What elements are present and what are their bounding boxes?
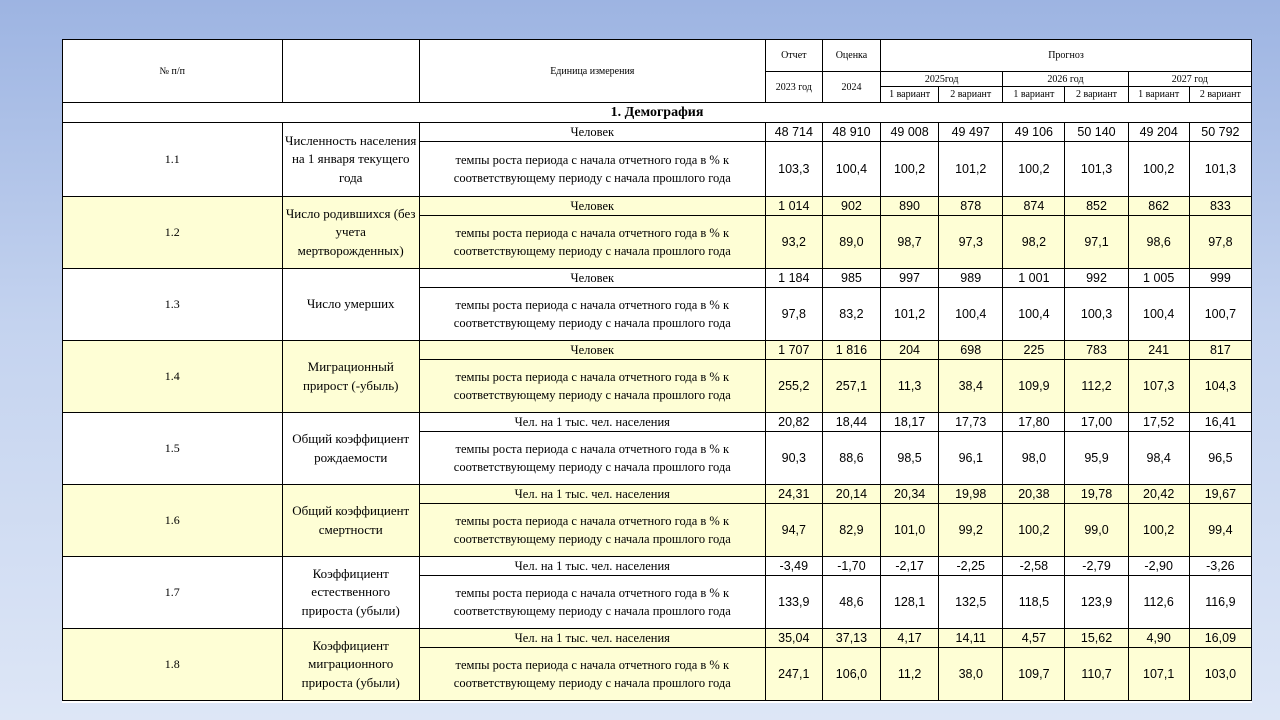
growth-unit-cell: темпы роста периода с начала отчетного года в % к соответствующему периоду с начала прошлого года (419, 216, 765, 269)
forecast-table-sheet (62, 39, 1252, 703)
growth-value-cell: 97,1 (1065, 216, 1128, 269)
header-estimate: Оценка (822, 40, 880, 72)
indicator-name: Численность населения на 1 января текущего года (282, 123, 419, 197)
growth-value-cell: 106,0 (822, 648, 880, 701)
value-cell: 48 714 (765, 123, 822, 142)
header-no: № п/п (63, 40, 283, 103)
growth-value-cell: 100,2 (1128, 504, 1189, 557)
growth-value-cell: 98,4 (1128, 432, 1189, 485)
header-variant: 1 вариант (881, 87, 939, 103)
header-variant: 2 вариант (939, 87, 1003, 103)
value-cell: 18,44 (822, 413, 880, 432)
growth-value-cell: 123,9 (1065, 576, 1128, 629)
indicator-name: Коэффициент естественного прироста (убыли) (282, 557, 419, 629)
value-cell: 16,09 (1189, 629, 1251, 648)
growth-value-cell: 100,7 (1189, 288, 1251, 341)
value-cell: 17,52 (1128, 413, 1189, 432)
value-cell: 17,00 (1065, 413, 1128, 432)
value-cell: 48 910 (822, 123, 880, 142)
growth-value-cell: 109,9 (1003, 360, 1065, 413)
value-cell: 20,34 (881, 485, 939, 504)
value-cell: 241 (1128, 341, 1189, 360)
value-cell: 20,38 (1003, 485, 1065, 504)
growth-value-cell: 96,5 (1189, 432, 1251, 485)
header-name-blank (282, 40, 419, 103)
header-estimate-year: 2024 (822, 72, 880, 103)
value-cell: -2,90 (1128, 557, 1189, 576)
value-cell: 1 005 (1128, 269, 1189, 288)
value-cell: 698 (939, 341, 1003, 360)
unit-cell: Чел. на 1 тыс. чел. населения (419, 557, 765, 576)
growth-value-cell: 116,9 (1189, 576, 1251, 629)
indicator-row-count (63, 197, 1252, 216)
value-cell: 20,82 (765, 413, 822, 432)
unit-cell: Чел. на 1 тыс. чел. населения (419, 413, 765, 432)
value-cell: 783 (1065, 341, 1128, 360)
indicator-row-count (63, 269, 1252, 288)
value-cell: 890 (881, 197, 939, 216)
header-report: Отчет (765, 40, 822, 72)
growth-value-cell: 110,7 (1065, 648, 1128, 701)
growth-value-cell: 133,9 (765, 576, 822, 629)
growth-value-cell: 101,0 (881, 504, 939, 557)
growth-value-cell: 100,4 (1128, 288, 1189, 341)
unit-cell: Человек (419, 197, 765, 216)
value-cell: 852 (1065, 197, 1128, 216)
value-cell: 225 (1003, 341, 1065, 360)
value-cell: -1,70 (822, 557, 880, 576)
header-report-year: 2023 год (765, 72, 822, 103)
growth-value-cell: 112,6 (1128, 576, 1189, 629)
growth-value-cell: 98,6 (1128, 216, 1189, 269)
growth-value-cell: 99,2 (939, 504, 1003, 557)
growth-value-cell: 82,9 (822, 504, 880, 557)
growth-value-cell: 88,6 (822, 432, 880, 485)
row-number: 1.3 (63, 269, 283, 341)
unit-cell: Человек (419, 341, 765, 360)
indicator-name: Общий коэффициент рождаемости (282, 413, 419, 485)
value-cell: 999 (1189, 269, 1251, 288)
growth-value-cell: 100,2 (1003, 504, 1065, 557)
growth-value-cell: 100,3 (1065, 288, 1128, 341)
indicator-name: Число родившихся (без учета мертворожденных) (282, 197, 419, 269)
value-cell: 985 (822, 269, 880, 288)
value-cell: 50 792 (1189, 123, 1251, 142)
value-cell: -3,49 (765, 557, 822, 576)
growth-value-cell: 90,3 (765, 432, 822, 485)
growth-unit-cell: темпы роста периода с начала отчетного года в % к соответствующему периоду с начала прошлого года (419, 142, 765, 197)
value-cell: -2,17 (881, 557, 939, 576)
value-cell: 4,17 (881, 629, 939, 648)
header-year-2025: 2025год (881, 72, 1003, 87)
growth-value-cell: 100,2 (1003, 142, 1065, 197)
growth-value-cell: 38,4 (939, 360, 1003, 413)
value-cell: 14,11 (939, 629, 1003, 648)
growth-value-cell: 255,2 (765, 360, 822, 413)
growth-value-cell: 95,9 (1065, 432, 1128, 485)
header-year-2027: 2027 год (1128, 72, 1251, 87)
value-cell: 50 140 (1065, 123, 1128, 142)
value-cell: -2,58 (1003, 557, 1065, 576)
growth-value-cell: 100,4 (939, 288, 1003, 341)
value-cell: 902 (822, 197, 880, 216)
growth-value-cell: 99,4 (1189, 504, 1251, 557)
row-number: 1.6 (63, 485, 283, 557)
value-cell: 4,90 (1128, 629, 1189, 648)
growth-value-cell: 97,3 (939, 216, 1003, 269)
growth-value-cell: 11,2 (881, 648, 939, 701)
growth-value-cell: 100,4 (1003, 288, 1065, 341)
growth-value-cell: 99,0 (1065, 504, 1128, 557)
row-number: 1.7 (63, 557, 283, 629)
header-variant: 2 вариант (1065, 87, 1128, 103)
growth-value-cell: 101,3 (1065, 142, 1128, 197)
value-cell: 1 707 (765, 341, 822, 360)
growth-value-cell: 98,2 (1003, 216, 1065, 269)
growth-value-cell: 101,2 (881, 288, 939, 341)
growth-value-cell: 101,3 (1189, 142, 1251, 197)
header-variant: 2 вариант (1189, 87, 1251, 103)
value-cell: 35,04 (765, 629, 822, 648)
growth-value-cell: 100,2 (881, 142, 939, 197)
value-cell: 24,31 (765, 485, 822, 504)
indicator-name: Коэффициент миграционного прироста (убыли) (282, 629, 419, 701)
indicator-row-count (63, 629, 1252, 648)
growth-value-cell: 100,2 (1128, 142, 1189, 197)
header-row-top (63, 40, 1252, 72)
growth-value-cell: 96,1 (939, 432, 1003, 485)
row-number: 1.8 (63, 629, 283, 701)
growth-value-cell: 38,0 (939, 648, 1003, 701)
growth-unit-cell: темпы роста периода с начала отчетного года в % к соответствующему периоду с начала прошлого года (419, 576, 765, 629)
value-cell: 49 106 (1003, 123, 1065, 142)
value-cell: 1 816 (822, 341, 880, 360)
value-cell: 817 (1189, 341, 1251, 360)
growth-unit-cell: темпы роста периода с начала отчетного года в % к соответствующему периоду с начала прошлого года (419, 360, 765, 413)
growth-value-cell: 112,2 (1065, 360, 1128, 413)
value-cell: 862 (1128, 197, 1189, 216)
value-cell: -3,26 (1189, 557, 1251, 576)
growth-value-cell: 109,7 (1003, 648, 1065, 701)
growth-unit-cell: темпы роста периода с начала отчетного года в % к соответствующему периоду с начала прошлого года (419, 504, 765, 557)
growth-unit-cell: темпы роста периода с начала отчетного года в % к соответствующему периоду с начала прошлого года (419, 648, 765, 701)
value-cell: 4,57 (1003, 629, 1065, 648)
indicator-row-count (63, 123, 1252, 142)
header-variant: 1 вариант (1003, 87, 1065, 103)
indicator-row-count (63, 485, 1252, 504)
value-cell: 16,41 (1189, 413, 1251, 432)
row-number: 1.5 (63, 413, 283, 485)
growth-value-cell: 257,1 (822, 360, 880, 413)
growth-value-cell: 98,5 (881, 432, 939, 485)
growth-value-cell: 107,3 (1128, 360, 1189, 413)
growth-value-cell: 94,7 (765, 504, 822, 557)
value-cell: 1 184 (765, 269, 822, 288)
value-cell: 989 (939, 269, 1003, 288)
growth-value-cell: 93,2 (765, 216, 822, 269)
value-cell: 49 008 (881, 123, 939, 142)
demography-forecast-table (62, 39, 1252, 701)
growth-value-cell: 118,5 (1003, 576, 1065, 629)
growth-unit-cell: темпы роста периода с начала отчетного года в % к соответствующему периоду с начала прошлого года (419, 432, 765, 485)
value-cell: 19,98 (939, 485, 1003, 504)
value-cell: 874 (1003, 197, 1065, 216)
growth-value-cell: 247,1 (765, 648, 822, 701)
value-cell: 19,67 (1189, 485, 1251, 504)
value-cell: 20,14 (822, 485, 880, 504)
unit-cell: Чел. на 1 тыс. чел. населения (419, 485, 765, 504)
growth-value-cell: 98,7 (881, 216, 939, 269)
growth-value-cell: 11,3 (881, 360, 939, 413)
row-number: 1.2 (63, 197, 283, 269)
header-forecast: Прогноз (881, 40, 1252, 72)
growth-value-cell: 132,5 (939, 576, 1003, 629)
header-variant: 1 вариант (1128, 87, 1189, 103)
value-cell: 878 (939, 197, 1003, 216)
row-number: 1.4 (63, 341, 283, 413)
indicator-row-count (63, 557, 1252, 576)
value-cell: 1 014 (765, 197, 822, 216)
growth-value-cell: 97,8 (765, 288, 822, 341)
value-cell: 19,78 (1065, 485, 1128, 504)
growth-value-cell: 97,8 (1189, 216, 1251, 269)
growth-value-cell: 103,0 (1189, 648, 1251, 701)
value-cell: 20,42 (1128, 485, 1189, 504)
value-cell: 833 (1189, 197, 1251, 216)
value-cell: 992 (1065, 269, 1128, 288)
section-title: 1. Демография (63, 103, 1252, 123)
indicator-name: Общий коэффициент смертности (282, 485, 419, 557)
value-cell: 15,62 (1065, 629, 1128, 648)
growth-value-cell: 101,2 (939, 142, 1003, 197)
indicator-row-count (63, 341, 1252, 360)
value-cell: 204 (881, 341, 939, 360)
value-cell: 18,17 (881, 413, 939, 432)
unit-cell: Чел. на 1 тыс. чел. населения (419, 629, 765, 648)
growth-unit-cell: темпы роста периода с начала отчетного года в % к соответствующему периоду с начала прошлого года (419, 288, 765, 341)
row-number: 1.1 (63, 123, 283, 197)
value-cell: 997 (881, 269, 939, 288)
indicator-name: Число умерших (282, 269, 419, 341)
growth-value-cell: 104,3 (1189, 360, 1251, 413)
value-cell: 17,73 (939, 413, 1003, 432)
growth-value-cell: 48,6 (822, 576, 880, 629)
value-cell: 37,13 (822, 629, 880, 648)
unit-cell: Человек (419, 269, 765, 288)
header-year-2026: 2026 год (1003, 72, 1128, 87)
value-cell: -2,25 (939, 557, 1003, 576)
value-cell: 49 204 (1128, 123, 1189, 142)
value-cell: -2,79 (1065, 557, 1128, 576)
section-row (63, 103, 1252, 123)
value-cell: 49 497 (939, 123, 1003, 142)
indicator-name: Миграционный прирост (-убыль) (282, 341, 419, 413)
unit-cell: Человек (419, 123, 765, 142)
value-cell: 17,80 (1003, 413, 1065, 432)
growth-value-cell: 128,1 (881, 576, 939, 629)
indicator-row-count (63, 413, 1252, 432)
growth-value-cell: 100,4 (822, 142, 880, 197)
growth-value-cell: 83,2 (822, 288, 880, 341)
growth-value-cell: 103,3 (765, 142, 822, 197)
growth-value-cell: 98,0 (1003, 432, 1065, 485)
header-unit: Единица измерения (419, 40, 765, 103)
value-cell: 1 001 (1003, 269, 1065, 288)
growth-value-cell: 107,1 (1128, 648, 1189, 701)
growth-value-cell: 89,0 (822, 216, 880, 269)
